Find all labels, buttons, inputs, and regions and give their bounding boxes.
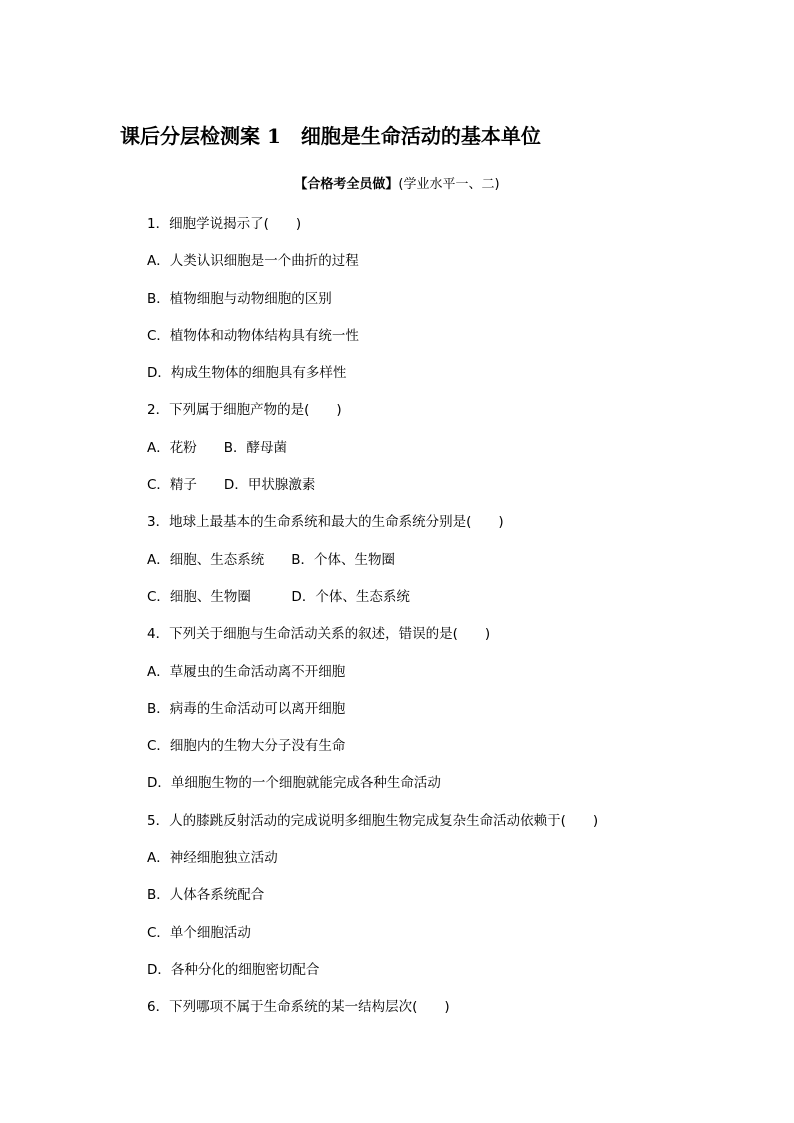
subtitle-rest: (学业水平一、二) xyxy=(398,177,500,192)
option-line: A．花粉 B．酵母菌 xyxy=(147,439,287,456)
option-line: A．神经细胞独立活动 xyxy=(147,850,278,867)
option-line: A．细胞、生态系统 B．个体、生物圈 xyxy=(147,551,395,568)
question-line: 3．地球上最基本的生命系统和最大的生命系统分别是( ) xyxy=(147,514,504,531)
question-line: 2．下列属于细胞产物的是( ) xyxy=(147,402,342,419)
option-line: D．单细胞生物的一个细胞就能完成各种生命活动 xyxy=(147,775,441,792)
question-list xyxy=(147,212,767,1033)
question-line: 1．细胞学说揭示了( ) xyxy=(147,216,302,232)
option-line: D．构成生物体的细胞具有多样性 xyxy=(147,365,347,382)
page-title: 课后分层检测案 1 细胞是生命活动的基本单位 xyxy=(120,124,541,148)
option-line: D．各种分化的细胞密切配合 xyxy=(147,961,320,978)
option-line: C．细胞内的生物大分子没有生命 xyxy=(147,738,346,755)
option-line: A．人类认识细胞是一个曲折的过程 xyxy=(147,253,359,270)
option-line: C．精子 D．甲状腺激素 xyxy=(147,477,316,494)
option-line: C．细胞、生物圈 D．个体、生态系统 xyxy=(147,588,410,605)
option-line: B．植物细胞与动物细胞的区别 xyxy=(147,290,332,307)
option-line: B．病毒的生命活动可以离开细胞 xyxy=(147,700,346,717)
subtitle-bold: 【合格考全员做】 xyxy=(294,177,399,192)
question-line: 6．下列哪项不属于生命系统的某一结构层次( ) xyxy=(147,999,450,1016)
question-line: 5．人的膝跳反射活动的完成说明多细胞生物完成复杂生命活动依赖于( ) xyxy=(147,812,599,829)
option-line: C．单个细胞活动 xyxy=(147,924,251,941)
section-subtitle xyxy=(0,175,794,195)
question-line: 4．下列关于细胞与生命活动关系的叙述，错误的是( ) xyxy=(147,626,491,643)
option-line: A．草履虫的生命活动离不开细胞 xyxy=(147,663,346,680)
option-line: C．植物体和动物体结构具有统一性 xyxy=(147,327,359,344)
option-line: B．人体各系统配合 xyxy=(147,887,265,904)
